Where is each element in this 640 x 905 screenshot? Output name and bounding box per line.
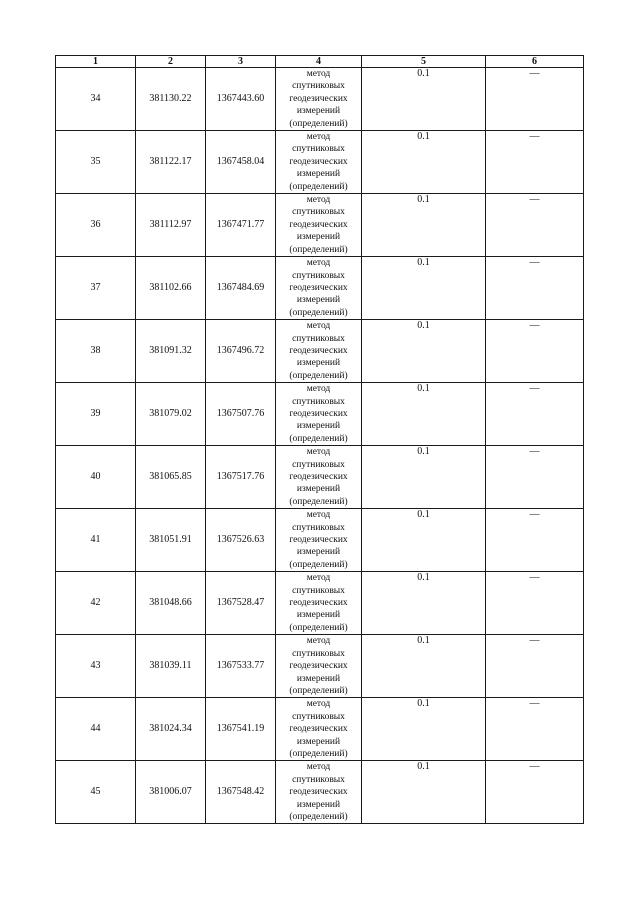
method-text-line: метод [306, 321, 331, 332]
method-text-line: геодезических [289, 345, 348, 356]
header-col-2: 2 [136, 56, 206, 68]
method-text-line: измерений [296, 421, 341, 432]
method-text-line: метод [306, 573, 331, 584]
note-cell: — [486, 572, 584, 635]
y-coordinate-cell: 1367471.77 [206, 194, 276, 257]
note-cell: — [486, 761, 584, 824]
point-number-cell: 37 [56, 257, 136, 320]
method-cell [276, 761, 362, 824]
method-cell [276, 698, 362, 761]
y-coordinate-cell: 1367496.72 [206, 320, 276, 383]
method-text-line: (определений) [289, 622, 348, 633]
method-cell [276, 446, 362, 509]
method-text-line: метод [306, 384, 331, 395]
accuracy-cell: 0.1 [362, 698, 486, 761]
table-row [56, 446, 584, 509]
note-cell: — [486, 446, 584, 509]
y-coordinate-cell: 1367517.76 [206, 446, 276, 509]
note-cell: — [486, 509, 584, 572]
method-text-line: спутниковых [292, 396, 345, 407]
accuracy-cell: 0.1 [362, 383, 486, 446]
header-col-4: 4 [276, 56, 362, 68]
method-text-line: (определений) [289, 811, 348, 822]
y-coordinate-cell: 1367528.47 [206, 572, 276, 635]
method-text-line: измерений [296, 610, 341, 621]
method-text-line: спутниковых [292, 144, 345, 155]
x-coordinate-cell: 381102.66 [136, 257, 206, 320]
method-text-line: спутниковых [292, 270, 345, 281]
method-text-line: геодезических [289, 724, 348, 735]
method-text-line: метод [306, 69, 331, 79]
method-text-line: измерений [296, 295, 341, 306]
method-cell [276, 68, 362, 131]
method-text-line: метод [306, 699, 331, 710]
method-text-line: геодезических [289, 598, 348, 609]
method-text-line: спутниковых [292, 711, 345, 722]
method-text-line: измерений [296, 547, 341, 558]
accuracy-cell: 0.1 [362, 761, 486, 824]
table-row [56, 383, 584, 446]
method-text-line: измерений [296, 232, 341, 243]
method-text-line: (определений) [289, 244, 348, 255]
point-number-cell: 42 [56, 572, 136, 635]
table-body [56, 68, 584, 824]
method-text-line: спутниковых [292, 459, 345, 470]
method-cell [276, 635, 362, 698]
accuracy-cell: 0.1 [362, 131, 486, 194]
x-coordinate-cell: 381039.11 [136, 635, 206, 698]
table-row [56, 761, 584, 824]
point-number-cell: 39 [56, 383, 136, 446]
table-row [56, 320, 584, 383]
method-text-line: (определений) [289, 181, 348, 192]
method-text-line: (определений) [289, 685, 348, 696]
method-text-line: геодезических [289, 408, 348, 419]
method-text-line: (определений) [289, 118, 348, 129]
accuracy-cell: 0.1 [362, 635, 486, 698]
method-text-line: измерений [296, 358, 341, 369]
method-text-line: геодезических [289, 661, 348, 672]
method-cell [276, 131, 362, 194]
method-text-line: (определений) [289, 559, 348, 570]
table-row [56, 698, 584, 761]
method-text-line: метод [306, 258, 331, 269]
method-text-line: геодезических [289, 535, 348, 546]
method-text-line: измерений [296, 106, 341, 117]
x-coordinate-cell: 381079.02 [136, 383, 206, 446]
table-row [56, 68, 584, 131]
point-number-cell: 36 [56, 194, 136, 257]
x-coordinate-cell: 381065.85 [136, 446, 206, 509]
x-coordinate-cell: 381006.07 [136, 761, 206, 824]
header-col-5: 5 [362, 56, 486, 68]
y-coordinate-cell: 1367541.19 [206, 698, 276, 761]
x-coordinate-cell: 381048.66 [136, 572, 206, 635]
method-cell [276, 257, 362, 320]
accuracy-cell: 0.1 [362, 68, 486, 131]
accuracy-cell: 0.1 [362, 194, 486, 257]
accuracy-cell: 0.1 [362, 572, 486, 635]
y-coordinate-cell: 1367526.63 [206, 509, 276, 572]
x-coordinate-cell: 381051.91 [136, 509, 206, 572]
table-row [56, 131, 584, 194]
accuracy-cell: 0.1 [362, 320, 486, 383]
header-row [56, 56, 584, 68]
note-cell: — [486, 383, 584, 446]
method-text-line: геодезических [289, 156, 348, 167]
accuracy-cell: 0.1 [362, 257, 486, 320]
method-cell [276, 509, 362, 572]
method-text-line: спутниковых [292, 585, 345, 596]
note-cell: — [486, 131, 584, 194]
note-cell: — [486, 68, 584, 131]
x-coordinate-cell: 381091.32 [136, 320, 206, 383]
method-text-line: (определений) [289, 307, 348, 318]
method-text-line: (определений) [289, 370, 348, 381]
accuracy-cell: 0.1 [362, 446, 486, 509]
point-number-cell: 43 [56, 635, 136, 698]
table-row [56, 194, 584, 257]
note-cell: — [486, 320, 584, 383]
method-text-line: спутниковых [292, 207, 345, 218]
table-row [56, 635, 584, 698]
method-text-line: метод [306, 636, 331, 647]
method-text-line: геодезических [289, 219, 348, 230]
method-text-line: (определений) [289, 496, 348, 507]
note-cell: — [486, 698, 584, 761]
point-number-cell: 41 [56, 509, 136, 572]
method-text-line: геодезических [289, 787, 348, 798]
y-coordinate-cell: 1367443.60 [206, 68, 276, 131]
header-col-1: 1 [56, 56, 136, 68]
method-text-line: метод [306, 510, 331, 521]
x-coordinate-cell: 381112.97 [136, 194, 206, 257]
point-number-cell: 34 [56, 68, 136, 131]
header-col-6: 6 [486, 56, 584, 68]
note-cell: — [486, 194, 584, 257]
method-text-line: метод [306, 195, 331, 206]
method-cell [276, 383, 362, 446]
method-text-line: спутниковых [292, 333, 345, 344]
note-cell: — [486, 257, 584, 320]
point-number-cell: 35 [56, 131, 136, 194]
coordinates-table [55, 55, 584, 824]
point-number-cell: 44 [56, 698, 136, 761]
y-coordinate-cell: 1367507.76 [206, 383, 276, 446]
point-number-cell: 38 [56, 320, 136, 383]
method-cell [276, 194, 362, 257]
method-text-line: (определений) [289, 748, 348, 759]
method-text-line: метод [306, 132, 331, 143]
method-text-line: измерений [296, 484, 341, 495]
method-cell [276, 320, 362, 383]
table-row [56, 572, 584, 635]
method-text-line: геодезических [289, 282, 348, 293]
method-text-line: спутниковых [292, 774, 345, 785]
y-coordinate-cell: 1367458.04 [206, 131, 276, 194]
method-text-line: измерений [296, 673, 341, 684]
y-coordinate-cell: 1367548.42 [206, 761, 276, 824]
y-coordinate-cell: 1367484.69 [206, 257, 276, 320]
point-number-cell: 45 [56, 761, 136, 824]
accuracy-cell: 0.1 [362, 509, 486, 572]
method-text-line: спутниковых [292, 81, 345, 92]
x-coordinate-cell: 381130.22 [136, 68, 206, 131]
method-text-line: измерений [296, 736, 341, 747]
header-col-3: 3 [206, 56, 276, 68]
method-text-line: геодезических [289, 472, 348, 482]
note-cell: — [486, 635, 584, 698]
table-row [56, 509, 584, 572]
method-cell [276, 572, 362, 635]
y-coordinate-cell: 1367533.77 [206, 635, 276, 698]
x-coordinate-cell: 381122.17 [136, 131, 206, 194]
method-text-line: геодезических [289, 93, 348, 104]
method-text-line: измерений [296, 799, 341, 810]
table-row [56, 257, 584, 320]
method-text-line: метод [306, 762, 331, 773]
method-text-line: измерений [296, 169, 341, 180]
x-coordinate-cell: 381024.34 [136, 698, 206, 761]
method-text-line: (определений) [289, 433, 348, 444]
method-text-line: спутниковых [292, 648, 345, 659]
method-text-line: метод [306, 447, 331, 458]
point-number-cell: 40 [56, 446, 136, 509]
method-text-line: спутниковых [292, 522, 345, 533]
